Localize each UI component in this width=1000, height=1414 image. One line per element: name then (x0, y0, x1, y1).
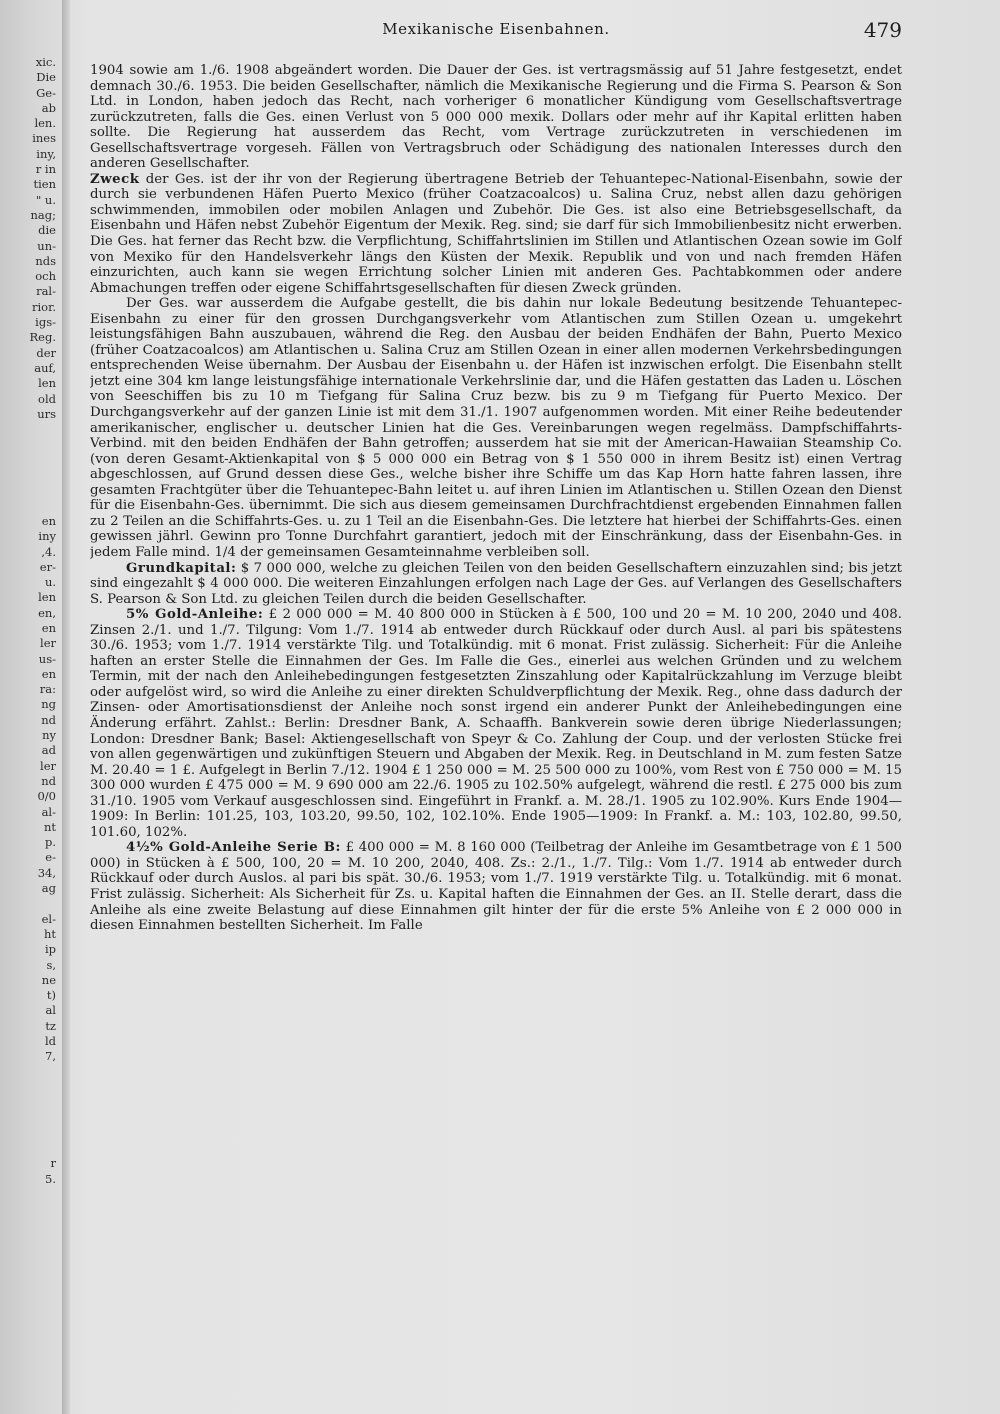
margin-fragment: ne (41, 972, 56, 987)
facing-page-margin-fragments (0, 55, 62, 1355)
margin-fragment (0, 1065, 62, 1080)
margin-fragment: auf, (34, 360, 56, 375)
margin-fragment (0, 1141, 62, 1156)
margin-fragment: urs (37, 406, 56, 421)
margin-fragment: e- (45, 850, 56, 865)
margin-fragment: rior. (32, 299, 56, 314)
paragraph-lead: Zweck (90, 171, 140, 187)
paragraph-through-traffic (90, 296, 902, 560)
margin-fragment: ad (41, 743, 56, 758)
margin-fragment: er- (39, 559, 56, 574)
article-body (90, 63, 902, 1388)
paragraph-text: 1904 sowie am 1./6. 1908 abgeändert worden. Die Dauer der Ges. ist vertragsmässig auf 51 Jahre festgesetzt, endet demnach 30./6. 1953. Die beiden Gesellschafter, nämlich die Mexikanische Regierung und die Firma S. Pearson & Son Ltd. in London, haben jedoch das Recht, nach vorheriger 6 monatlicher Kündigung vom Gesellschaftsvertrage zurückzutreten, falls die Ges. einen Verlust von 5 000 000 mexik. Dollars oder mehr auf ihr Kapital erlitten haben sollte. Die Regierung hat ausserdem das Recht, vom Vertrage zurückzutreten in verschiedenen im Gesellschaftsvertrage vorgeseh. Fällen von Vertragsbruch oder Schädigung des nationalen Interesses durch den anderen Gesellschafter. (90, 63, 902, 172)
margin-fragment (0, 1110, 62, 1125)
paragraph-text: der Ges. ist der ihr von der Regierung übertragene Betrieb der Tehuantepec-National-Eisenbahn, sowie der durch sie verbundenen Häfen Puerto Mexico (früher Coatzacoalcos) u. Salina Cruz, nebst allen dazu gehörigen schwimmenden, immobilen oder mobilen Anlagen und Zubehör. Die Ges. ist also eine Betriebsgesellschaft, da Eisenbahn und Häfen nebst Zubehör Eigentum der Mexik. Reg. sind; sie darf für sich Immobilienbesitz nicht erwerben. Die Ges. hat ferner das Recht bzw. die Verpflichtung, Schiffahrtslinien im Stillen und Atlantischen Ozean sowie im Golf von Mexiko für den Handelsverkehr längs den Küsten der Mexik. Republik und von und nach fremden Häfen einzurichten, auch kann sie wegen Errichtung solcher Linien mit anderen Ges. Pachtabkommen oder andere Abmachungen treffen oder eigene Schiffahrtsgesellschaften für diesen Zweck gründen. (90, 171, 902, 296)
paragraph-gold-loan-5 (90, 607, 902, 840)
margin-fragment: p. (44, 835, 56, 850)
running-title: Mexikanische Eisenbahnen. (382, 20, 610, 38)
margin-fragment: t) (46, 988, 56, 1003)
paragraph-text: $ 7 000 000, welche zu gleichen Teilen von den beiden Gesellschaftern einzuzahlen sind; bis jetzt sind eingezahlt $ 4 000 000. Die weiteren Einzahlungen erfolgen nach Lage der Ges. auf Verlangen des Gesellschafters S. Pearson & Son Ltd. zu gleichen Teilen durch die beiden Gesellschafter. (90, 560, 902, 607)
margin-fragment: 34, (37, 865, 56, 880)
margin-fragment: Ge- (36, 85, 56, 100)
margin-fragment: 5. (45, 1171, 56, 1186)
margin-fragment: ler (40, 758, 56, 773)
margin-fragment: igs- (35, 315, 56, 330)
margin-fragment: ines (32, 131, 56, 146)
margin-fragment: en (41, 620, 56, 635)
margin-fragment: xic. (35, 55, 56, 69)
margin-fragment: un- (37, 238, 56, 253)
paragraph-lead: 5% Gold-Anleihe: (126, 607, 264, 623)
margin-fragment (0, 453, 62, 468)
margin-fragment: ,4. (41, 544, 56, 559)
margin-fragment: en (41, 513, 56, 528)
margin-fragment: nd (41, 712, 56, 727)
paragraph-purpose (90, 172, 902, 296)
margin-fragment: r (50, 1156, 56, 1171)
margin-fragment: nt (43, 819, 56, 834)
margin-fragment: en (41, 666, 56, 681)
margin-fragment (0, 499, 62, 514)
margin-fragment: 7, (45, 1049, 56, 1064)
margin-fragment: Die (36, 70, 56, 85)
margin-fragment (0, 468, 62, 483)
margin-fragment: s, (46, 957, 56, 972)
paragraph-share-capital (90, 561, 902, 608)
margin-fragment: us- (38, 651, 56, 666)
margin-fragment: al (45, 1003, 56, 1018)
margin-fragment: ag (41, 881, 56, 896)
margin-fragment: old (38, 391, 56, 406)
paragraph-text: £ 400 000 = M. 8 160 000 (Teilbetrag der Anleihe im Gesamtbetrage von £ 1 500 000) in Stücken à £ 500, 100, 20 = M. 10 200, 2040, 408. Zs.: 2./1., 1./7. Tilg.: Vom 1./7. 1914 ab entweder durch Rückkauf oder durch Auslos. al pari bis spät. 30./6. 1953; vom 1./7. 1919 verstärkte Tilg. u. Totalkündig. mit 6 monat. Frist zulässig. Sicherheit: Als Sicherheit für Zs. u. Kapital haften die Einnahmen der Ges. an II. Stelle derart, dass die Anleihe als eine zweite Belastung auf diese Einnahmen gilt hinter der für die erste 5% Anleihe von £ 2 000 000 in diesen Einnahmen bestellten Sicherheit. Im Falle (90, 840, 902, 934)
margin-fragment: och (35, 269, 56, 284)
margin-fragment: len (38, 590, 56, 605)
margin-fragment (0, 896, 62, 911)
margin-fragment (0, 437, 62, 452)
paragraph-text: £ 2 000 000 = M. 40 800 000 in Stücken à £ 500, 100 und 20 = M. 10 200, 2040 und 408. Zinsen 2./1. und 1./7. Tilgung: Vom 1./7. 1914 ab entweder durch Rückkauf oder durch Ausl. al pari bis spätestens 30./6. 1953; vom 1./7. 1914 verstärkte Tilg. und Totalkündig. mit 6 monat. Frist zulässig. Sicherheit: Für die Anleihe haften an erster Stelle die Einnahmen der Ges. Im Falle die Ges., einerlei aus welchen Gründen und zu welchem Termin, mit der nach den Anleihebedingungen festgesetzten Zinszahlung oder Kapitalrückzahlung im Verzuge bleibt oder aufgelöst wird, so wird die Anleihe zu einer direkten Schuldverpflichtung der Mexik. Reg., ohne dass dadurch der Zinsen- oder Amortisationsdienst der Anleihe noch sonst irgend ein anderer Punkt der Anleihebedingungen eine Änderung erfährt. Zahlst.: Berlin: Dresdner Bank, A. Schaaffh. Bankverein sowie deren übrige Niederlassungen; London: Dresdner Bank; Basel: Aktiengesellschaft von Speyr & Co. Zahlung der Coup. und der verlosten Stücke frei von allen gegenwärtigen und zukünftigen Steuern und Abgaben der Mexik. Reg. in Deutschland in M. zum festen Satze M. 20.40 = 1 £. Aufgelegt in Berlin 7./12. 1904 £ 1 250 000 = M. 25 500 000 zu 100%, vom Rest von £ 750 000 = M. 15 300 000 wurden £ 475 000 = M. 9 690 000 am 22./6. 1905 zu 102.50% aufgelegt, während die restl. £ 275 000 bis zum 31./10. 1905 vom Verkauf ausgeschlossen sind. Eingeführt in Frankf. a. M. 28./1. 1905 zu 102.90%. Kurs Ende 1904—1909: In Berlin: 101.25, 103, 103.20, 99.50, 102, 102.10%. Ende 1905—1909: In Frankf. a. M.: 103, 102.80, 99.50, 101.60, 102%. (90, 607, 902, 840)
margin-fragment: len (38, 376, 56, 391)
margin-fragment: tien (33, 177, 56, 192)
margin-fragment (0, 422, 62, 437)
margin-fragment: nag; (30, 207, 56, 222)
margin-fragment: ld (44, 1034, 56, 1048)
margin-fragment: " u. (35, 192, 56, 207)
page-crease (62, 0, 70, 1414)
page-number: 479 (863, 18, 902, 42)
margin-fragment: Reg. (29, 330, 56, 345)
margin-fragment: u. (44, 575, 56, 590)
margin-fragment (0, 483, 62, 498)
margin-fragment: ip (44, 942, 56, 957)
margin-fragment: ny (42, 728, 56, 743)
margin-fragment: tz (45, 1018, 56, 1033)
margin-fragment: ral- (36, 284, 56, 299)
margin-fragment: nds (35, 253, 56, 268)
margin-fragment: iny, (36, 146, 56, 161)
margin-fragment (0, 1080, 62, 1095)
margin-fragment: nd (41, 773, 56, 788)
margin-fragment: len. (34, 116, 56, 131)
margin-fragment: ab (41, 100, 56, 115)
paragraph-lead: Grundkapital: (126, 560, 237, 576)
margin-fragment (0, 1095, 62, 1110)
margin-fragment: al- (41, 804, 56, 819)
paragraph-lead: 4½% Gold-Anleihe Serie B: (126, 840, 341, 856)
margin-fragment: ng (41, 697, 56, 712)
margin-fragment: ht (43, 926, 56, 941)
margin-fragment: el- (41, 911, 56, 926)
margin-fragment: iny (38, 529, 56, 544)
paragraph-text: Der Ges. war ausserdem die Aufgabe gestellt, die bis dahin nur lokale Bedeutung besitzende Tehuantepec-Eisenbahn zu einer für den grossen Durchgangsverkehr vom Atlantischen zum Stillen Ozean u. umgekehrt leistungsfähigen Bahn auszubauen, während die Reg. den Ausbau der beiden Endhäfen der Bahn, Puerto Mexico (früher Coatzacoalcos) am Atlantischen u. Salina Cruz am Stillen Ozean in einer allen modernen Verkehrsbedingungen entsprechenden Weise übernahm. Der Ausbau der Eisenbahn u. der Häfen ist inzwischen erfolgt. Die Eisenbahn stellt jetzt eine 304 km lange leistungsfähige internationale Verkehrslinie dar, und die Häfen gestatten das Laden u. Löschen von Seeschiffen bis zu 10 m Tiefgang für Salina Cruz bezw. bis zu 9 m Tiefgang für Puerto Mexico. Der Durchgangsverkehr auf der ganzen Linie ist mit dem 31./1. 1907 aufgenommen worden. Mit einer Reihe bedeutender amerikanischer, englischer u. deutscher Linien hat die Ges. Vereinbarungen wegen regelmäss. Dampfschiffahrts-Verbind. mit den beiden Endhäfen der Bahn getroffen; ausserdem hat sie mit der American-Hawaiian Steamship Co. (von deren Gesamt-Aktienkapital von $ 5 000 000 ein Betrag von $ 1 550 000 in ihrem Besitz ist) einen Vertrag abgeschlossen, auf Grund dessen diese Ges., welche bisher ihre Schiffe um das Kap Horn hatte fahren lassen, ihre gesamten Frachtgüter über die Tehuantepec-Bahn leitet u. auf ihren Linien im Atlantischen u. Stillen Ozean den Dienst für die Eisenbahn-Ges. übernimmt. Die sich aus diesem gemeinsamen Durchfrachtdienst ergebenden Einnahmen fallen zu 2 Teilen an die Schiffahrts-Ges. u. zu 1 Teil an die Eisenbahn-Ges. Die letztere hat hierbei der Schiffahrts-Ges. einen gewissen jährl. Gewinn pro Tonne Durchfahrt garantiert, jedoch mit der Einschränkung, dass der Eisenbahn-Ges. in jedem Falle mind. 1/4 der gemeinsamen Gesamteinnahme verbleiben soll. (90, 296, 902, 560)
margin-fragment: r in (35, 162, 56, 177)
paragraph-gold-loan-series-b (90, 840, 902, 933)
margin-fragment (0, 1126, 62, 1141)
margin-fragment: 0/0 (37, 789, 56, 804)
page-header (90, 18, 902, 46)
margin-fragment: ra: (39, 682, 56, 697)
margin-fragment: en, (38, 605, 56, 620)
margin-fragment: der (36, 345, 56, 360)
paragraph-duration (90, 63, 902, 172)
margin-fragment: ler (40, 636, 56, 651)
margin-fragment: die (38, 223, 56, 238)
